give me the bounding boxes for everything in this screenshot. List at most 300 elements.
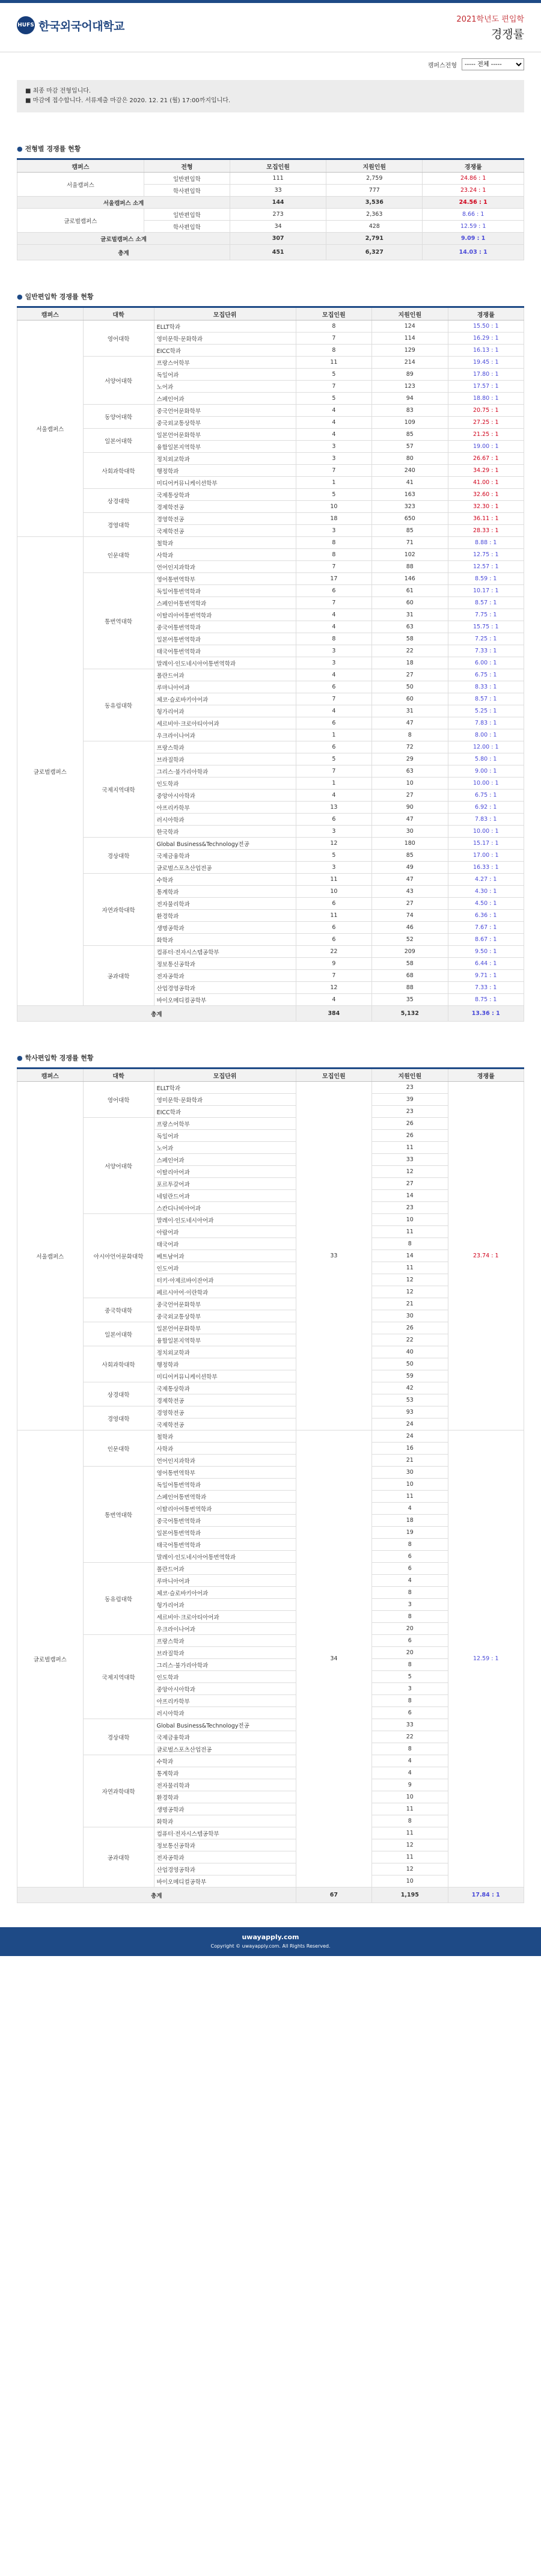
applicants-cell: 39 [372, 1094, 448, 1106]
applicants-cell: 8 [372, 1238, 448, 1250]
major-cell: 화학과 [154, 1815, 296, 1827]
column-header: 지원인원 [372, 1069, 448, 1082]
rate-cell: 7.83 : 1 [448, 814, 524, 826]
major-cell: 글로벌스포츠산업전공 [154, 862, 296, 874]
quota-cell: 111 [230, 173, 326, 185]
type-rate-table [17, 158, 524, 260]
quota-cell: 12 [296, 838, 371, 850]
applicants-cell: 6 [372, 1707, 448, 1719]
total-value: 6,327 [326, 245, 423, 260]
applicants-cell: 11 [372, 1226, 448, 1238]
major-cell: 언어인지과학과 [154, 561, 296, 573]
rate-cell: 8.00 : 1 [448, 729, 524, 741]
rate-cell: 12.59 : 1 [423, 221, 524, 233]
applicants-cell: 23 [372, 1106, 448, 1118]
rate-cell: 15.17 : 1 [448, 838, 524, 850]
subtotal-value: 3,536 [326, 197, 423, 209]
applicants-cell: 3 [372, 1683, 448, 1695]
quota-cell: 1 [296, 477, 371, 489]
college-cell: 동유럽대학 [83, 1563, 154, 1635]
major-cell: 경영학전공 [154, 513, 296, 525]
major-cell: Global Business&Technology전공 [154, 838, 296, 850]
major-cell: 전자공학과 [154, 970, 296, 982]
major-cell: 언어인지과학과 [154, 1455, 296, 1467]
major-cell: 그리스·불가리아학과 [154, 1659, 296, 1671]
quota-cell: 5 [296, 489, 371, 501]
applicants-cell: 60 [372, 693, 448, 705]
quota-cell: 34 [230, 221, 326, 233]
applicants-cell: 8 [372, 729, 448, 741]
college-cell: 동유럽대학 [83, 669, 154, 741]
applicants-cell: 14 [372, 1250, 448, 1262]
applicants-cell: 58 [372, 958, 448, 970]
major-cell: 이탈리아어통번역학과 [154, 1503, 296, 1515]
total-label: 총계 [17, 245, 230, 260]
major-cell: 페르시아어·이란학과 [154, 1286, 296, 1298]
rate-cell: 27.25 : 1 [448, 417, 524, 429]
applicants-cell: 428 [326, 221, 423, 233]
applicants-cell: 47 [372, 814, 448, 826]
college-cell: 영어대학 [83, 1082, 154, 1118]
major-cell: 환경학과 [154, 1791, 296, 1803]
type-cell: 학사편입학 [144, 185, 230, 197]
total-row [17, 1006, 524, 1022]
applicants-cell: 109 [372, 417, 448, 429]
quota-cell: 3 [296, 525, 371, 537]
major-cell: 헝가리어과 [154, 705, 296, 717]
applicants-cell: 129 [372, 345, 448, 357]
applicants-cell: 50 [372, 1358, 448, 1370]
subtotal-value: 2,791 [326, 233, 423, 245]
college-cell: 인문대학 [83, 537, 154, 573]
major-cell: 러시아학과 [154, 814, 296, 826]
applicants-cell: 323 [372, 501, 448, 513]
quota-cell: 4 [296, 405, 371, 417]
applicants-cell: 8 [372, 1587, 448, 1599]
major-cell: 러시아학과 [154, 1707, 296, 1719]
table-row [17, 573, 524, 585]
applicants-cell: 14 [372, 1190, 448, 1202]
applicants-cell: 68 [372, 970, 448, 982]
rate-cell: 4.30 : 1 [448, 886, 524, 898]
page-footer [0, 1927, 541, 1956]
quota-cell: 3 [296, 453, 371, 465]
applicants-cell: 123 [372, 381, 448, 393]
major-cell: 스페인어통번역학과 [154, 1491, 296, 1503]
bachelor-transfer-table [17, 1067, 524, 1903]
applicants-cell: 30 [372, 1467, 448, 1479]
column-header: 캠퍼스 [17, 1069, 84, 1082]
major-cell: 그리스·불가리아학과 [154, 765, 296, 777]
rate-cell: 8.75 : 1 [448, 994, 524, 1006]
quota-cell: 3 [296, 441, 371, 453]
applicants-cell: 124 [372, 320, 448, 333]
total-label: 총계 [17, 1006, 296, 1022]
column-header: 전형 [144, 159, 230, 173]
column-header: 캠퍼스 [17, 159, 144, 173]
table-row [17, 405, 524, 417]
quota-cell: 8 [296, 345, 371, 357]
major-cell: ELLT학과 [154, 1082, 296, 1094]
applicants-cell: 63 [372, 621, 448, 633]
major-cell: 독일어통번역학과 [154, 585, 296, 597]
major-cell: 이탈리아어과 [154, 1166, 296, 1178]
subtotal-value: 307 [230, 233, 326, 245]
quota-cell: 1 [296, 777, 371, 790]
applicants-cell: 214 [372, 357, 448, 369]
applicants-cell: 4 [372, 1503, 448, 1515]
applicants-cell: 18 [372, 1515, 448, 1527]
column-header: 모집인원 [230, 159, 326, 173]
major-cell: 우크라이나어과 [154, 729, 296, 741]
major-cell: 영미문학·문화학과 [154, 333, 296, 345]
applicants-cell: 63 [372, 765, 448, 777]
applicants-cell: 31 [372, 609, 448, 621]
section-bachelor-transfer [17, 1053, 524, 1903]
total-value: 384 [296, 1006, 371, 1022]
major-cell: 태국어통번역학과 [154, 1539, 296, 1551]
table-row [17, 946, 524, 958]
college-cell: 서양어대학 [83, 357, 154, 405]
college-cell: 경상대학 [83, 1719, 154, 1755]
rate-cell: 10.17 : 1 [448, 585, 524, 597]
rate-cell: 12.00 : 1 [448, 741, 524, 753]
major-cell: 폴란드어과 [154, 669, 296, 681]
major-cell: 루마니아어과 [154, 681, 296, 693]
total-row [17, 1888, 524, 1903]
table-row [17, 453, 524, 465]
quota-cell: 6 [296, 898, 371, 910]
table-row [17, 838, 524, 850]
rate-cell: 28.33 : 1 [448, 525, 524, 537]
major-cell: 세르비아·크로아티아어과 [154, 1611, 296, 1623]
rate-cell: 9.50 : 1 [448, 946, 524, 958]
table-row [17, 429, 524, 441]
rate-cell: 5.25 : 1 [448, 705, 524, 717]
major-cell: 일본언어문화학부 [154, 429, 296, 441]
quota-cell: 7 [296, 465, 371, 477]
footer-domain[interactable]: uwayapply.com [242, 1933, 299, 1941]
quota-cell: 5 [296, 850, 371, 862]
rate-cell: 12.59 : 1 [448, 1431, 524, 1888]
rate-cell: 26.67 : 1 [448, 453, 524, 465]
applicants-cell: 26 [372, 1118, 448, 1130]
total-value: 67 [296, 1888, 371, 1903]
bullet-icon: ● [17, 145, 23, 153]
major-cell: 생명공학과 [154, 1803, 296, 1815]
major-cell: 아랍어과 [154, 1226, 296, 1238]
rate-cell: 8.66 : 1 [423, 209, 524, 221]
table-row [17, 513, 524, 525]
college-cell: 동양어대학 [83, 405, 154, 429]
major-cell: 아프리카학부 [154, 802, 296, 814]
major-cell: 중앙아시아학과 [154, 1683, 296, 1695]
applicants-cell: 20 [372, 1623, 448, 1635]
quota-cell: 6 [296, 585, 371, 597]
applicants-cell: 8 [372, 1659, 448, 1671]
applicants-cell: 26 [372, 1130, 448, 1142]
table-row [17, 489, 524, 501]
total-value: 5,132 [372, 1006, 448, 1022]
quota-cell: 3 [296, 862, 371, 874]
bullet-icon: ● [17, 1054, 23, 1062]
major-cell: 행정학과 [154, 1358, 296, 1370]
table-row [17, 209, 524, 221]
major-cell: 통계학과 [154, 1767, 296, 1779]
applicants-cell: 4 [372, 1755, 448, 1767]
major-cell: 중국외교통상학부 [154, 1310, 296, 1322]
applicants-cell: 12 [372, 1286, 448, 1298]
college-cell: 아시아언어문화대학 [83, 1214, 154, 1298]
major-cell: 생명공학과 [154, 922, 296, 934]
major-cell: 우크라이나어과 [154, 1623, 296, 1635]
college-cell: 서양어대학 [83, 1118, 154, 1214]
quota-cell: 6 [296, 922, 371, 934]
college-cell: 통번역대학 [83, 573, 154, 669]
applicants-cell: 90 [372, 802, 448, 814]
campus-cell: 서울캠퍼스 [17, 173, 144, 197]
table-row [17, 1431, 524, 1443]
applicants-cell: 83 [372, 405, 448, 417]
college-cell: 자연과학대학 [83, 874, 154, 946]
rate-cell: 7.33 : 1 [448, 645, 524, 657]
college-cell: 경영대학 [83, 513, 154, 537]
major-cell: 정치외교학과 [154, 1346, 296, 1358]
section-title-text: 전형별 경쟁률 현황 [25, 145, 81, 153]
major-cell: 정보통신공학과 [154, 958, 296, 970]
major-cell: 헝가리어과 [154, 1599, 296, 1611]
subtotal-value: 9.09 : 1 [423, 233, 524, 245]
column-header: 모집인원 [296, 1069, 371, 1082]
major-cell: 독일어과 [154, 1130, 296, 1142]
quota-cell: 22 [296, 946, 371, 958]
column-header: 캠퍼스 [17, 307, 84, 320]
applicants-cell: 18 [372, 657, 448, 669]
notice-line: ■ 최종 마감 전형입니다. [25, 88, 91, 94]
applicants-cell: 16 [372, 1443, 448, 1455]
major-cell: 전자물리학과 [154, 898, 296, 910]
applicants-cell: 3 [372, 1599, 448, 1611]
page-header [0, 3, 541, 52]
notice-box [17, 80, 524, 112]
rate-cell: 16.33 : 1 [448, 862, 524, 874]
major-cell: 중국언어문화학부 [154, 1298, 296, 1310]
major-cell: 산업경영공학과 [154, 982, 296, 994]
applicants-cell: 12 [372, 1839, 448, 1851]
applicants-cell: 19 [372, 1527, 448, 1539]
applicants-cell: 8 [372, 1539, 448, 1551]
header-subtitle: 2021학년도 편입학 [456, 15, 524, 24]
type-cell: 일반편입학 [144, 209, 230, 221]
campus-cell: 글로벌캠퍼스 [17, 209, 144, 233]
major-cell: 수학과 [154, 874, 296, 886]
major-cell: 프랑스학과 [154, 1635, 296, 1647]
quota-cell: 5 [296, 753, 371, 765]
rate-cell: 5.80 : 1 [448, 753, 524, 765]
major-cell: 국제통상학과 [154, 1382, 296, 1394]
table-row [17, 741, 524, 753]
rate-cell: 4.27 : 1 [448, 874, 524, 886]
subtotal-row [17, 233, 524, 245]
quota-cell: 12 [296, 982, 371, 994]
section-title [17, 292, 524, 301]
rate-cell: 19.00 : 1 [448, 441, 524, 453]
applicants-cell: 6 [372, 1563, 448, 1575]
major-cell: 노어과 [154, 381, 296, 393]
major-cell: EICC학과 [154, 1106, 296, 1118]
applicants-cell: 12 [372, 1274, 448, 1286]
quota-cell: 6 [296, 681, 371, 693]
applicants-cell: 8 [372, 1695, 448, 1707]
major-cell: 경제학전공 [154, 1394, 296, 1406]
applicants-cell: 11 [372, 1262, 448, 1274]
applicants-cell: 53 [372, 1394, 448, 1406]
rate-cell: 7.75 : 1 [448, 609, 524, 621]
major-cell: 베트남어과 [154, 1250, 296, 1262]
major-cell: 태국어통번역학과 [154, 645, 296, 657]
quota-cell: 10 [296, 886, 371, 898]
total-label: 총계 [17, 1888, 296, 1903]
major-cell: ELLT학과 [154, 320, 296, 333]
header-title-block [456, 13, 524, 41]
column-header: 지원인원 [326, 159, 423, 173]
major-cell: 영어통번역학부 [154, 1467, 296, 1479]
applicants-cell: 89 [372, 369, 448, 381]
rate-cell: 23.24 : 1 [423, 185, 524, 197]
major-cell: 바이오메디컬공학부 [154, 1875, 296, 1888]
major-cell: 국제통상학과 [154, 489, 296, 501]
applicants-cell: 240 [372, 465, 448, 477]
rate-cell: 7.33 : 1 [448, 982, 524, 994]
rate-cell: 8.67 : 1 [448, 934, 524, 946]
major-cell: 체코·슬로바키아어과 [154, 1587, 296, 1599]
rate-cell: 18.80 : 1 [448, 393, 524, 405]
quota-cell: 6 [296, 717, 371, 729]
rate-cell: 6.75 : 1 [448, 669, 524, 681]
campus-filter-select[interactable] [462, 58, 524, 70]
major-cell: 터키·아제르바이잔어과 [154, 1274, 296, 1286]
applicants-cell: 10 [372, 1214, 448, 1226]
major-cell: 글로벌스포츠산업전공 [154, 1743, 296, 1755]
quota-cell: 13 [296, 802, 371, 814]
quota-cell: 34 [296, 1431, 371, 1888]
applicants-cell: 85 [372, 525, 448, 537]
major-cell: 세르비아·크로아티아어과 [154, 717, 296, 729]
applicants-cell: 6 [372, 1635, 448, 1647]
quota-cell: 6 [296, 741, 371, 753]
rate-cell: 8.33 : 1 [448, 681, 524, 693]
rate-cell: 32.30 : 1 [448, 501, 524, 513]
quota-cell: 7 [296, 561, 371, 573]
rate-cell: 21.25 : 1 [448, 429, 524, 441]
quota-cell: 7 [296, 333, 371, 345]
quota-cell: 11 [296, 910, 371, 922]
applicants-cell: 49 [372, 862, 448, 874]
total-value: 14.03 : 1 [423, 245, 524, 260]
major-cell: 폴란드어과 [154, 1563, 296, 1575]
major-cell: 미디어커뮤니케이션학부 [154, 477, 296, 489]
major-cell: 중앙아시아학과 [154, 790, 296, 802]
major-cell: 국제금융학과 [154, 1731, 296, 1743]
applicants-cell: 85 [372, 850, 448, 862]
quota-cell: 33 [296, 1082, 371, 1431]
major-cell: 철학과 [154, 1431, 296, 1443]
campus-cell: 서울캠퍼스 [17, 320, 84, 537]
applicants-cell: 6 [372, 1551, 448, 1563]
quota-cell: 3 [296, 645, 371, 657]
quota-cell: 10 [296, 501, 371, 513]
university-logo[interactable] [17, 16, 124, 34]
major-cell: 화학과 [154, 934, 296, 946]
section-title [17, 144, 524, 153]
table-row [17, 669, 524, 681]
applicants-cell: 61 [372, 585, 448, 597]
table-row [17, 874, 524, 886]
quota-cell: 17 [296, 573, 371, 585]
applicants-cell: 8 [372, 1815, 448, 1827]
quota-cell: 8 [296, 537, 371, 549]
quota-cell: 3 [296, 826, 371, 838]
applicants-cell: 47 [372, 717, 448, 729]
total-value: 17.84 : 1 [448, 1888, 524, 1903]
major-cell: 루마니아어과 [154, 1575, 296, 1587]
major-cell: 철학과 [154, 537, 296, 549]
major-cell: 일본어통번역학과 [154, 633, 296, 645]
applicants-cell: 23 [372, 1202, 448, 1214]
major-cell: 말레이·인도네시아어과 [154, 1214, 296, 1226]
applicants-cell: 46 [372, 922, 448, 934]
applicants-cell: 60 [372, 597, 448, 609]
rate-cell: 7.67 : 1 [448, 922, 524, 934]
college-cell: 경상대학 [83, 838, 154, 874]
quota-cell: 8 [296, 549, 371, 561]
quota-cell: 5 [296, 369, 371, 381]
major-cell: 수학과 [154, 1755, 296, 1767]
applicants-cell: 10 [372, 777, 448, 790]
applicants-cell: 22 [372, 1334, 448, 1346]
applicants-cell: 71 [372, 537, 448, 549]
campus-cell: 글로벌캠퍼스 [17, 1431, 84, 1888]
applicants-cell: 74 [372, 910, 448, 922]
major-cell: 중국어통번역학과 [154, 621, 296, 633]
section-general-transfer [17, 292, 524, 1022]
major-cell: 말레이·인도네시아어통번역학과 [154, 657, 296, 669]
college-cell: 영어대학 [83, 320, 154, 357]
quota-cell: 273 [230, 209, 326, 221]
college-cell: 공과대학 [83, 1827, 154, 1888]
applicants-cell: 11 [372, 1851, 448, 1863]
rate-cell: 17.80 : 1 [448, 369, 524, 381]
column-header: 대학 [83, 307, 154, 320]
filter-bar [0, 52, 541, 76]
applicants-cell: 30 [372, 826, 448, 838]
applicants-cell: 146 [372, 573, 448, 585]
rate-cell: 16.29 : 1 [448, 333, 524, 345]
major-cell: 스페인어과 [154, 1154, 296, 1166]
major-cell: 체코·슬로바키아어과 [154, 693, 296, 705]
applicants-cell: 42 [372, 1382, 448, 1394]
major-cell: 인도어과 [154, 1262, 296, 1274]
rate-cell: 6.92 : 1 [448, 802, 524, 814]
college-cell: 사회과학대학 [83, 453, 154, 489]
major-cell: 융합일본지역학부 [154, 441, 296, 453]
applicants-cell: 12 [372, 1863, 448, 1875]
quota-cell: 4 [296, 669, 371, 681]
quota-cell: 4 [296, 994, 371, 1006]
subtotal-value: 24.56 : 1 [423, 197, 524, 209]
applicants-cell: 24 [372, 1418, 448, 1431]
rate-cell: 9.71 : 1 [448, 970, 524, 982]
